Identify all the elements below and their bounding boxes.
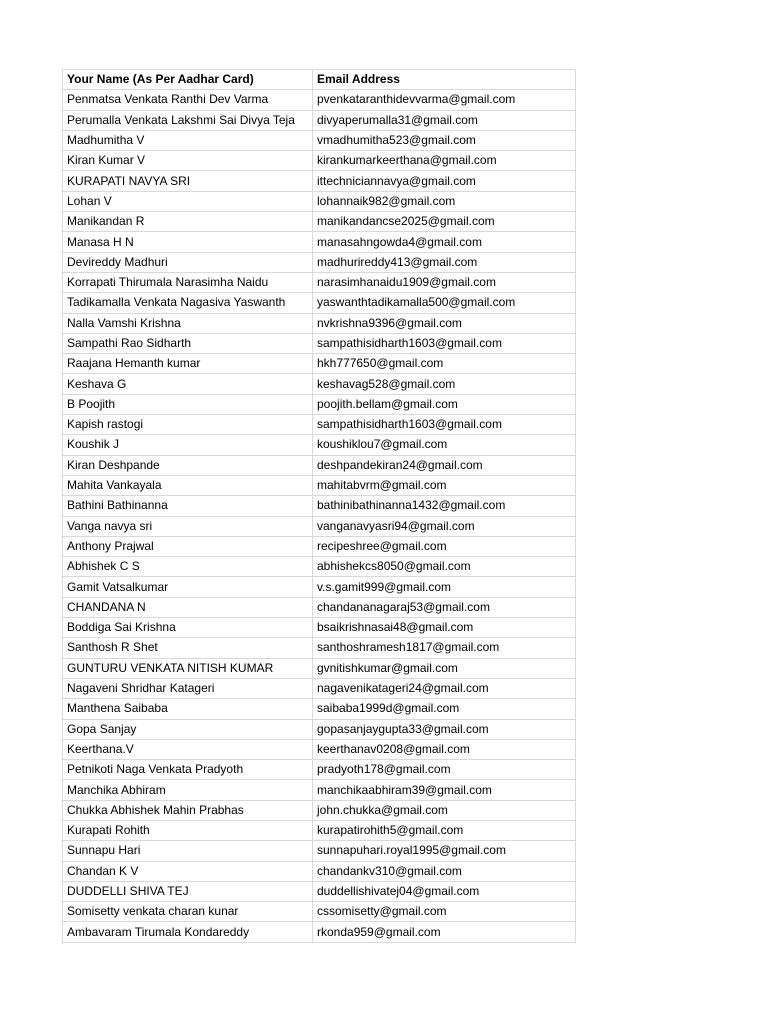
table-row [63, 841, 576, 861]
table-body [63, 90, 576, 942]
email-cell: pradyoth178@gmail.com [313, 760, 576, 780]
email-cell: yaswanthtadikamalla500@gmail.com [313, 293, 576, 313]
email-cell: keerthanav0208@gmail.com [313, 739, 576, 759]
email-cell: kurapatirohith5@gmail.com [313, 820, 576, 840]
email-cell: duddellishivatej04@gmail.com [313, 881, 576, 901]
email-cell: manchikaabhiram39@gmail.com [313, 780, 576, 800]
table-row [63, 394, 576, 414]
name-cell: DUDDELLI SHIVA TEJ [63, 881, 313, 901]
name-cell: Penmatsa Venkata Ranthi Dev Varma [63, 90, 313, 110]
name-cell: Bathini Bathinanna [63, 496, 313, 516]
name-cell: Somisetty venkata charan kunar [63, 902, 313, 922]
name-cell: Manthena Saibaba [63, 699, 313, 719]
email-cell: lohannaik982@gmail.com [313, 191, 576, 211]
name-cell: Ambavaram Tirumala Kondareddy [63, 922, 313, 942]
name-cell: Manikandan R [63, 212, 313, 232]
name-cell: Anthony Prajwal [63, 536, 313, 556]
table-row [63, 90, 576, 110]
table-row [63, 272, 576, 292]
table-row [63, 678, 576, 698]
name-cell: Gopa Sanjay [63, 719, 313, 739]
name-cell: Perumalla Venkata Lakshmi Sai Divya Teja [63, 110, 313, 130]
table-row [63, 658, 576, 678]
name-cell: Lohan V [63, 191, 313, 211]
name-cell: KURAPATI NAVYA SRI [63, 171, 313, 191]
email-cell: recipeshree@gmail.com [313, 536, 576, 556]
table-row [63, 415, 576, 435]
table-row [63, 820, 576, 840]
name-cell: Boddiga Sai Krishna [63, 618, 313, 638]
email-cell: vmadhumitha523@gmail.com [313, 130, 576, 150]
email-cell: chandananagaraj53@gmail.com [313, 597, 576, 617]
name-cell: Kapish rastogi [63, 415, 313, 435]
email-cell: chandankv310@gmail.com [313, 861, 576, 881]
table-row [63, 293, 576, 313]
email-cell: rkonda959@gmail.com [313, 922, 576, 942]
table-row [63, 536, 576, 556]
name-cell: Manasa H N [63, 232, 313, 252]
email-cell: pvenkataranthidevvarma@gmail.com [313, 90, 576, 110]
name-cell: Kurapati Rohith [63, 820, 313, 840]
table-row [63, 618, 576, 638]
email-cell: divyaperumalla31@gmail.com [313, 110, 576, 130]
email-cell: saibaba1999d@gmail.com [313, 699, 576, 719]
table-row [63, 191, 576, 211]
table-row [63, 374, 576, 394]
name-cell: Gamit Vatsalkumar [63, 577, 313, 597]
table-row [63, 475, 576, 495]
name-cell: Petnikoti Naga Venkata Pradyoth [63, 760, 313, 780]
email-cell: sampathisidharth1603@gmail.com [313, 333, 576, 353]
name-cell: GUNTURU VENKATA NITISH KUMAR [63, 658, 313, 678]
table-row [63, 455, 576, 475]
name-cell: Mahita Vankayala [63, 475, 313, 495]
name-cell: Kiran Kumar V [63, 151, 313, 171]
table-row [63, 881, 576, 901]
name-cell: Sunnapu Hari [63, 841, 313, 861]
table-row [63, 496, 576, 516]
email-cell: narasimhanaidu1909@gmail.com [313, 272, 576, 292]
table-row [63, 800, 576, 820]
email-cell: john.chukka@gmail.com [313, 800, 576, 820]
name-cell: Nagaveni Shridhar Katageri [63, 678, 313, 698]
email-cell: santhoshramesh1817@gmail.com [313, 638, 576, 658]
name-cell: Koushik J [63, 435, 313, 455]
name-cell: Manchika Abhiram [63, 780, 313, 800]
email-cell: keshavag528@gmail.com [313, 374, 576, 394]
name-cell: Chandan K V [63, 861, 313, 881]
name-cell: Madhumitha V [63, 130, 313, 150]
email-cell: madhurireddy413@gmail.com [313, 252, 576, 272]
email-cell: manasahngowda4@gmail.com [313, 232, 576, 252]
name-cell: Kiran Deshpande [63, 455, 313, 475]
table-row [63, 333, 576, 353]
email-cell: sampathisidharth1603@gmail.com [313, 415, 576, 435]
email-cell: gopasanjaygupta33@gmail.com [313, 719, 576, 739]
email-column-header: Email Address [313, 70, 576, 90]
name-cell: Santhosh R Shet [63, 638, 313, 658]
table-row [63, 151, 576, 171]
name-cell: Vanga navya sri [63, 516, 313, 536]
name-cell: CHANDANA N [63, 597, 313, 617]
table-row [63, 557, 576, 577]
table-row [63, 171, 576, 191]
table-row [63, 354, 576, 374]
table-row [63, 130, 576, 150]
name-cell: B Poojith [63, 394, 313, 414]
email-cell: koushiklou7@gmail.com [313, 435, 576, 455]
email-cell: manikandancse2025@gmail.com [313, 212, 576, 232]
name-cell: Raajana Hemanth kumar [63, 354, 313, 374]
email-cell: vanganavyasri94@gmail.com [313, 516, 576, 536]
email-cell: mahitabvrm@gmail.com [313, 475, 576, 495]
table-row [63, 212, 576, 232]
table-row [63, 760, 576, 780]
table-row [63, 435, 576, 455]
table-row [63, 922, 576, 942]
table-row [63, 780, 576, 800]
table-row [63, 110, 576, 130]
name-cell: Abhishek C S [63, 557, 313, 577]
email-cell: bsaikrishnasai48@gmail.com [313, 618, 576, 638]
table-row [63, 699, 576, 719]
table-row [63, 313, 576, 333]
name-cell: Nalla Vamshi Krishna [63, 313, 313, 333]
email-cell: abhishekcs8050@gmail.com [313, 557, 576, 577]
table-row [63, 739, 576, 759]
email-cell: nvkrishna9396@gmail.com [313, 313, 576, 333]
name-cell: Keerthana.V [63, 739, 313, 759]
email-cell: poojith.bellam@gmail.com [313, 394, 576, 414]
name-cell: Tadikamalla Venkata Nagasiva Yaswanth [63, 293, 313, 313]
table-row [63, 577, 576, 597]
email-cell: kirankumarkeerthana@gmail.com [313, 151, 576, 171]
table-row [63, 861, 576, 881]
email-cell: sunnapuhari.royal1995@gmail.com [313, 841, 576, 861]
name-column-header: Your Name (As Per Aadhar Card) [63, 70, 313, 90]
name-cell: Keshava G [63, 374, 313, 394]
email-cell: gvnitishkumar@gmail.com [313, 658, 576, 678]
email-cell: deshpandekiran24@gmail.com [313, 455, 576, 475]
table-row [63, 232, 576, 252]
name-cell: Sampathi Rao Sidharth [63, 333, 313, 353]
email-cell: cssomisetty@gmail.com [313, 902, 576, 922]
email-cell: nagavenikatageri24@gmail.com [313, 678, 576, 698]
header-row [63, 70, 576, 90]
email-cell: bathinibathinanna1432@gmail.com [313, 496, 576, 516]
email-cell: ittechniciannavya@gmail.com [313, 171, 576, 191]
table-row [63, 902, 576, 922]
table-row [63, 252, 576, 272]
email-cell: v.s.gamit999@gmail.com [313, 577, 576, 597]
registration-table [62, 69, 576, 943]
email-cell: hkh777650@gmail.com [313, 354, 576, 374]
name-cell: Devireddy Madhuri [63, 252, 313, 272]
table-row [63, 638, 576, 658]
table-row [63, 597, 576, 617]
table-row [63, 719, 576, 739]
name-cell: Korrapati Thirumala Narasimha Naidu [63, 272, 313, 292]
name-cell: Chukka Abhishek Mahin Prabhas [63, 800, 313, 820]
table-row [63, 516, 576, 536]
